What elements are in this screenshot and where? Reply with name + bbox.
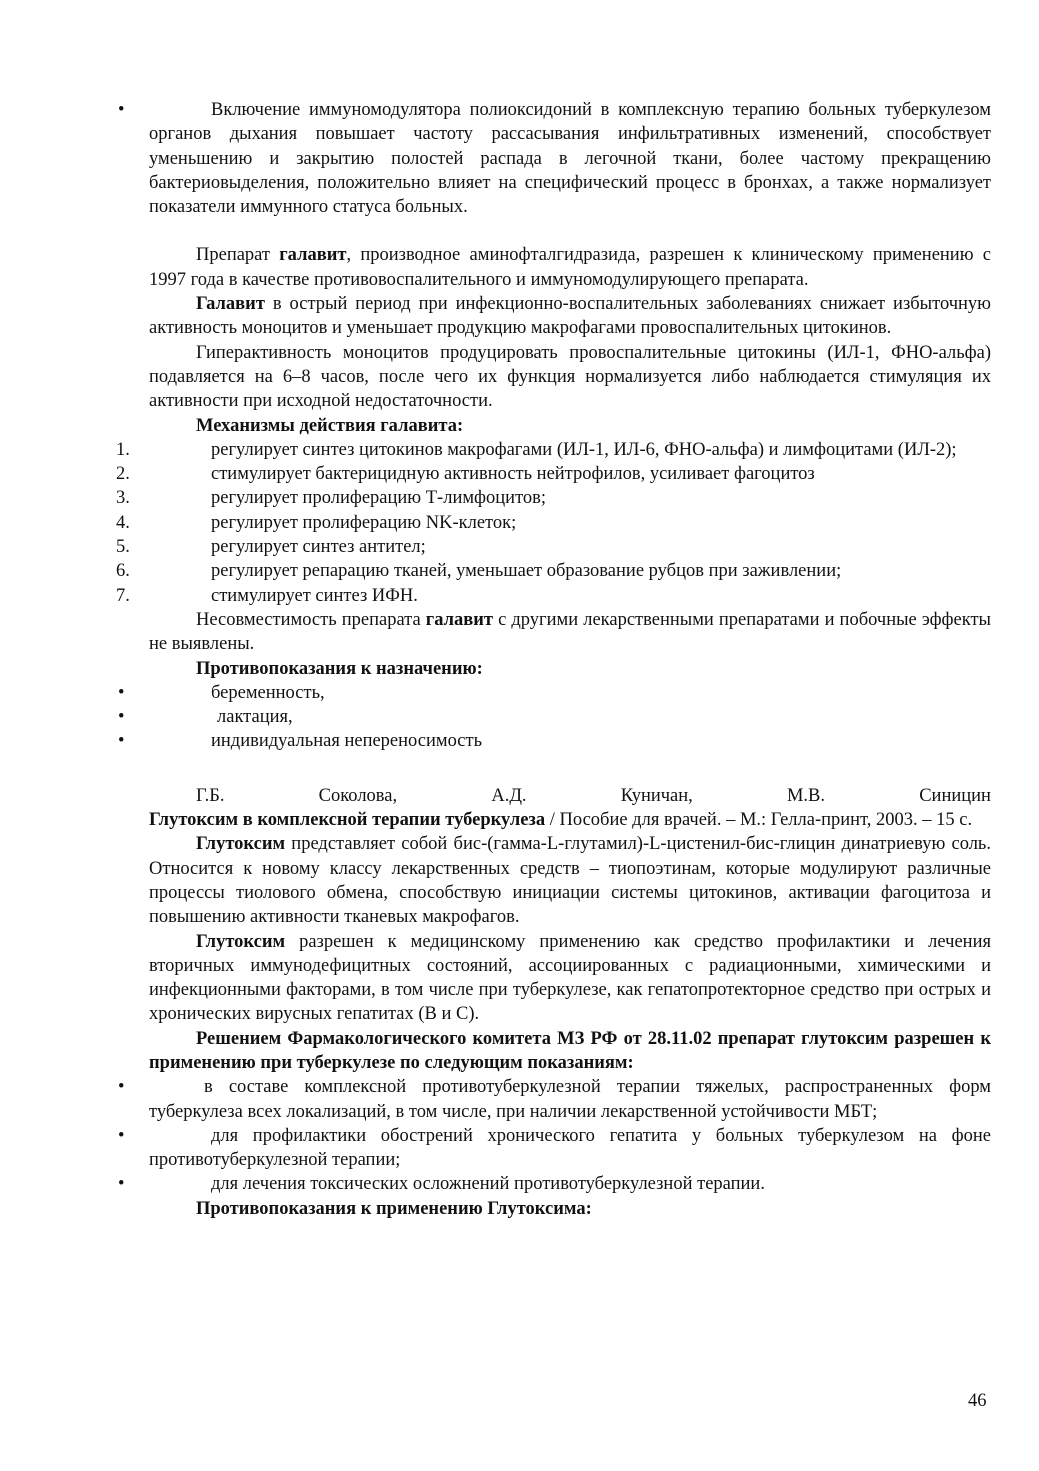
bold-term: Глутоксим <box>196 834 286 855</box>
author-surname: Куничан, <box>620 785 693 806</box>
heading-text: Механизмы действия галавита: <box>196 415 464 436</box>
glutoxim-contraindications-heading <box>149 1197 991 1221</box>
list-item <box>118 681 991 705</box>
list-item <box>118 1172 991 1196</box>
bold-term: Глутоксим <box>196 931 286 952</box>
text-span: представляет собой бис-(гамма-L-глутамил)-L-цистенил-бис-глицин динатриевую соль. Относится к новому классу лекарственных средств – тиопоэтинам, которые модулируют различные процессы тиолового обмена, способствую инициации системы цитокинов, активации фагоцитоза и повышению активности тканевых макрофагов. <box>149 834 991 928</box>
list-item-text: регулирует репарацию тканей, уменьшает образование рубцов при заживлении; <box>211 561 842 582</box>
author-surname: Синицин <box>919 785 991 806</box>
text-span: , производное аминофталгидразида, разрешен к клиническому применению с 1997 года в качестве противовоспалительного и иммуномодулирующего препарата. <box>149 245 991 290</box>
glutoxim-approval-paragraph <box>149 930 991 1027</box>
list-item <box>116 486 991 510</box>
author-initials: А.Д. <box>491 785 527 806</box>
author-surname: Соколова, <box>318 785 398 806</box>
list-number: 5. <box>116 537 130 558</box>
bullet-marker: • <box>118 1125 125 1146</box>
text-span: в острый период при инфекционно-воспалительных заболеваниях снижает избыточную активность моноцитов и уменьшает продукцию макрофагами провоспалительных цитокинов. <box>149 294 991 339</box>
text-span: Препарат <box>196 245 280 266</box>
decision-paragraph <box>149 1027 991 1076</box>
list-number: 3. <box>116 488 130 509</box>
bold-term: галавит <box>279 245 347 266</box>
incompatibility-paragraph <box>149 608 991 657</box>
galavit-acute-paragraph <box>149 292 991 341</box>
bold-title: Глутоксим в комплексной терапии туберкулеза <box>149 810 546 831</box>
paragraph-gap <box>149 754 991 778</box>
list-item-text: стимулирует синтез ИФН. <box>211 585 418 606</box>
text-span: / Пособие для врачей. – М.: Гелла-принт, 2003. – 15 с. <box>545 810 973 831</box>
mechanisms-heading <box>149 414 991 438</box>
galavit-contraindications-list <box>118 681 991 754</box>
paragraph-gap <box>149 219 991 243</box>
list-item-polyoxidonium <box>118 98 991 219</box>
list-item-text: регулирует пролиферацию NK-клеток; <box>211 512 517 533</box>
bold-text: Решением Фармакологического комитета МЗ РФ от 28.11.02 препарат глутоксим разрешен к применению при туберкулезе по следующим показаниям: <box>149 1028 991 1073</box>
list-item <box>118 705 991 729</box>
list-item-text: стимулирует бактерицидную активность нейтрофилов, усиливает фагоцитоз <box>211 464 815 485</box>
galavit-intro-paragraph <box>149 243 991 292</box>
list-item-text: для лечения токсических осложнений противотуберкулезной терапии. <box>211 1174 765 1195</box>
list-item <box>116 438 991 462</box>
list-item <box>118 729 991 753</box>
list-number: 7. <box>116 585 130 606</box>
heading-text: Противопоказания к применению Глутоксима: <box>196 1198 592 1219</box>
list-item-text: регулирует синтез цитокинов макрофагами (ИЛ-1, ИЛ-6, ФНО-альфа) и лимфоцитами (ИЛ-2); <box>211 439 957 460</box>
list-item <box>116 535 991 559</box>
list-item <box>116 462 991 486</box>
mechanisms-list <box>116 438 991 608</box>
text-span: Несовместимость препарата <box>196 609 426 630</box>
reference-authors <box>149 784 991 808</box>
list-item-text: индивидуальная непереносимость <box>211 731 483 752</box>
bullet-marker: • <box>118 100 125 120</box>
text-span: с другими лекарственными препаратами и побочные эффекты не выявлены. <box>149 609 991 655</box>
author-initials: Г.Б. <box>196 785 225 806</box>
author-initials: М.В. <box>786 785 826 806</box>
galavit-contraindications-heading <box>149 657 991 681</box>
bullet-marker: • <box>118 731 125 752</box>
list-item-text: в составе комплексной противотуберкулезной терапии тяжелых, распространенных форм туберкулеза всех локализаций, в том числе, при наличии лекарственной устойчивости МБТ; <box>149 1077 991 1122</box>
text-span: разрешен к медицинскому применению как средство профилактики и лечения вторичных иммунодефицитных состояний, ассоциированных с радиационными, химическими и инфекционными факторами, в том числе при туберкулезе, как гепатопротекторное средство при острых и хронических вирусных гепатитах (В и С). <box>149 931 991 1025</box>
hyperactivity-paragraph: Гиперактивность моноцитов продуцировать провоспалительные цитокины (ИЛ-1, ФНО-альфа) подавляется на 6–8 часов, после чего их функция нормализуется либо наблюдается стимуляция их активности при исходной недостаточности. <box>149 342 991 412</box>
bullet-marker: • <box>118 1174 125 1195</box>
list-item <box>118 1124 991 1173</box>
list-number: 2. <box>116 464 130 485</box>
list-number: 6. <box>116 561 130 582</box>
glutoxim-description-paragraph <box>149 832 991 929</box>
list-item-text: для профилактики обострений хронического гепатита у больных туберкулезом на фоне противотуберкулезной терапии; <box>149 1125 991 1171</box>
list-item-text: беременность, <box>211 682 325 703</box>
page-number: 46 <box>968 1391 987 1411</box>
reference-title <box>149 808 991 832</box>
bullet-marker: • <box>118 1077 125 1098</box>
list-item <box>116 511 991 535</box>
list-item-text: регулирует пролиферацию Т-лимфоцитов; <box>211 488 547 509</box>
list-number: 4. <box>116 512 130 533</box>
list-item <box>118 1075 991 1124</box>
bold-term: Галавит <box>196 294 265 315</box>
list-item-text: лактация, <box>217 707 293 728</box>
list-item <box>116 584 991 608</box>
heading-text: Противопоказания к назначению: <box>196 658 483 679</box>
bullet-marker: • <box>118 707 125 728</box>
list-item <box>116 559 991 583</box>
indications-list <box>118 1075 991 1196</box>
page-content <box>116 98 991 1221</box>
bold-term: галавит <box>425 609 493 630</box>
bullet-marker: • <box>118 682 125 703</box>
list-item-text: регулирует синтез антител; <box>211 537 426 558</box>
list-item-text: Включение иммуномодулятора полиоксидоний в комплексную терапию больных туберкулезом органов дыхания повышает частоту рассасывания инфильтративных изменений, способствует уменьшению и закрытию полостей распада в легочной ткани, более частому прекращению бактериовыделения, положительно влияет на специфический процесс в бронхах, а также нормализует показатели иммунного статуса больных. <box>149 100 991 218</box>
list-number: 1. <box>116 439 130 460</box>
